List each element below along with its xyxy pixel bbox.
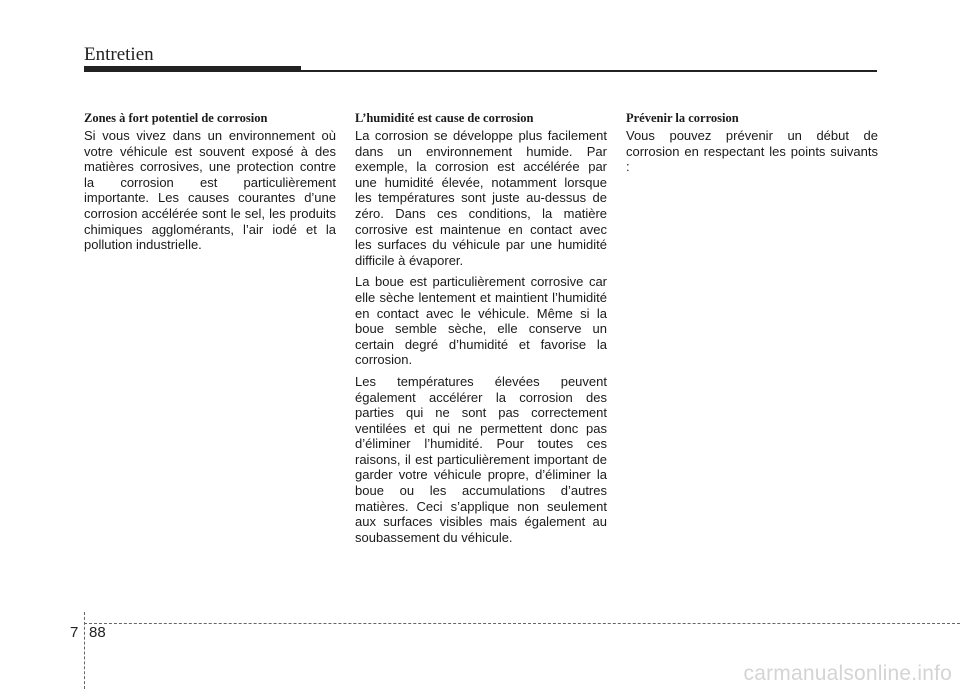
section-heading: Prévenir la corrosion [626,111,739,125]
paragraph: Les températures élevées peuvent également accélérer la corrosion des parties qui ne sont pas correctement ventilées et qui ne permettent donc pas d’éliminer l’humidité. Pour toutes ces raisons, il est particulièrement important de garder votre véhicule propre, d’éliminer la boue ou les accumulations d’autres matières. Ceci s’applique non seulement aux surfaces visibles mais également au soubassement du véhicule. [355,373,607,545]
column-humidity [355,111,607,551]
paragraph: La boue est particulièrement corrosive car elle sèche lentement et maintient l’humidité en contact avec le véhicule. Même si la boue semble sèche, elle conserve un certain degré d’humidité et favorise la corrosion. [355,274,607,368]
footer-divider [84,623,960,624]
chapter-number: 7 [70,624,79,641]
page-number: 88 [89,624,106,641]
column-prevention [626,111,878,181]
header-rule-thick [84,66,301,72]
footer-vertical-divider [84,612,85,689]
section-heading: L’humidité est cause de corrosion [355,111,534,125]
header-rule-thin [301,70,877,72]
paragraph: Vous pouvez prévenir un début de corrosion en respectant les points suivants : [626,128,878,175]
page-title: Entretien [84,44,154,65]
section-heading: Zones à fort potentiel de corrosion [84,111,268,125]
paragraph: Si vous vivez dans un environnement où votre véhicule est souvent exposé à des matières corrosives, une protection contre la corrosion est particulièrement importante. Les causes courantes d’une corrosion accélérée sont le sel, les produits chimiques agglomérants, l’air iodé et la pollution industrielle. [84,128,336,253]
paragraph: La corrosion se développe plus facilement dans un environnement humide. Par exemple, la corrosion est accélérée par une humidité élevée, notamment lorsque les températures sont juste au-dessus de zéro. Dans ces conditions, la matière corrosive est maintenue en contact avec les surfaces du véhicule par une humidité difficile à évaporer. [355,128,607,268]
watermark: carmanualsonline.info [743,662,952,685]
column-corrosion-zones [84,111,336,259]
